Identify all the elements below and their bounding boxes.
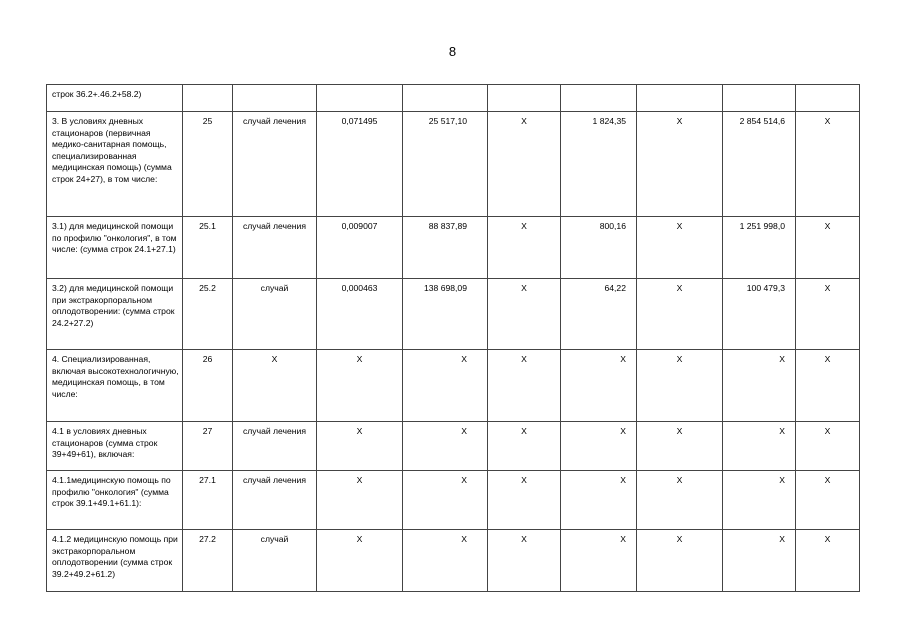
table-cell-name: 3.1) для медицинской помощи по профилю "онкология", в том числе: (сумма строк 24.1+27.1) [47, 217, 183, 279]
table-cell-c6: Х [723, 350, 796, 422]
table-cell-c3: Х [488, 112, 561, 217]
table-cell-c3: Х [488, 530, 561, 592]
table-cell-c6: 1 251 998,0 [723, 217, 796, 279]
table-cell-unit: случай лечения [233, 217, 317, 279]
table-cell-unit: случай [233, 530, 317, 592]
table-cell-c6: Х [723, 471, 796, 530]
table-cell-code: 25.1 [183, 217, 233, 279]
table-cell-c7: Х [796, 530, 860, 592]
table-row [47, 112, 860, 217]
table-cell-c1: Х [317, 471, 403, 530]
table-cell-name: 4.1 в условиях дневных стационаров (сумма строк 39+49+61), включая: [47, 422, 183, 471]
table-cell-code: 25 [183, 112, 233, 217]
table-cell-c3: Х [488, 279, 561, 350]
table-cell-code: 27.2 [183, 530, 233, 592]
table-cell-c6 [723, 85, 796, 112]
table-cell-c2: Х [403, 530, 488, 592]
table-cell-c4 [561, 85, 637, 112]
table-cell-c1: 0,071495 [317, 112, 403, 217]
table-cell-c1: 0,009007 [317, 217, 403, 279]
table-cell-c7: Х [796, 422, 860, 471]
table-cell-name: 4.1.1медицинскую помощь по профилю "онкология" (сумма строк 39.1+49.1+61.1): [47, 471, 183, 530]
table-row [47, 350, 860, 422]
table-cell-name: 4. Специализированная, включая высокотехнологичную, медицинская помощь, в том числе: [47, 350, 183, 422]
table-cell-code: 27 [183, 422, 233, 471]
table-cell-unit: случай лечения [233, 112, 317, 217]
table-cell-c7: Х [796, 471, 860, 530]
table-cell-c1 [317, 85, 403, 112]
table-cell-unit: Х [233, 350, 317, 422]
table-cell-code: 27.1 [183, 471, 233, 530]
table-cell-name: 4.1.2 медицинскую помощь при экстракорпоральном оплодотворении (сумма строк 39.2+49.2+61.2) [47, 530, 183, 592]
table-cell-c2 [403, 85, 488, 112]
table-cell-c6: Х [723, 530, 796, 592]
table-cell-name: строк 36.2+.46.2+58.2) [47, 85, 183, 112]
table-cell-c5: Х [637, 112, 723, 217]
table-cell-c7: Х [796, 112, 860, 217]
table-cell-c4: Х [561, 471, 637, 530]
table-row [47, 85, 860, 112]
table-cell-c5: Х [637, 530, 723, 592]
table-row [47, 217, 860, 279]
table-cell-unit [233, 85, 317, 112]
table-cell-unit: случай [233, 279, 317, 350]
table-cell-c5: Х [637, 471, 723, 530]
table-cell-name: 3.2) для медицинской помощи при экстракорпоральном оплодотворении: (сумма строк 24.2+27.2) [47, 279, 183, 350]
table-cell-c2: Х [403, 422, 488, 471]
table-cell-c5: Х [637, 422, 723, 471]
table-cell-name: 3. В условиях дневных стационаров (первичная медико-санитарная помощь, специализированная медицинская помощь) (сумма строк 24+27), в том числе: [47, 112, 183, 217]
table-cell-c4: Х [561, 422, 637, 471]
table-cell-c5: Х [637, 217, 723, 279]
table-row [47, 530, 860, 592]
table-cell-unit: случай лечения [233, 422, 317, 471]
table-cell-c1: Х [317, 350, 403, 422]
table-cell-c6: Х [723, 422, 796, 471]
table-cell-c4: 64,22 [561, 279, 637, 350]
table-row [47, 422, 860, 471]
table-cell-c2: 25 517,10 [403, 112, 488, 217]
table-cell-c1: Х [317, 530, 403, 592]
table-cell-c5: Х [637, 279, 723, 350]
table-cell-c6: 2 854 514,6 [723, 112, 796, 217]
table-cell-c4: Х [561, 530, 637, 592]
table-cell-c4: Х [561, 350, 637, 422]
table-cell-code: 26 [183, 350, 233, 422]
table-cell-code: 25.2 [183, 279, 233, 350]
table-cell-c6: 100 479,3 [723, 279, 796, 350]
table-cell-c5 [637, 85, 723, 112]
table-cell-c2: 138 698,09 [403, 279, 488, 350]
table-cell-c7 [796, 85, 860, 112]
data-table [46, 84, 860, 592]
table-cell-c2: Х [403, 350, 488, 422]
table-cell-c7: Х [796, 350, 860, 422]
table-cell-c4: 800,16 [561, 217, 637, 279]
page-number: 8 [448, 44, 457, 59]
table-cell-c7: Х [796, 217, 860, 279]
table-cell-code [183, 85, 233, 112]
table-cell-c3 [488, 85, 561, 112]
table-cell-c4: 1 824,35 [561, 112, 637, 217]
table-cell-c3: Х [488, 471, 561, 530]
table-cell-c3: Х [488, 422, 561, 471]
table-cell-c5: Х [637, 350, 723, 422]
table-cell-c3: Х [488, 217, 561, 279]
table-cell-c2: Х [403, 471, 488, 530]
table-cell-c1: 0,000463 [317, 279, 403, 350]
table-cell-c3: Х [488, 350, 561, 422]
table-row [47, 279, 860, 350]
table-row [47, 471, 860, 530]
table-cell-unit: случай лечения [233, 471, 317, 530]
table-cell-c2: 88 837,89 [403, 217, 488, 279]
table-cell-c7: Х [796, 279, 860, 350]
table-cell-c1: Х [317, 422, 403, 471]
